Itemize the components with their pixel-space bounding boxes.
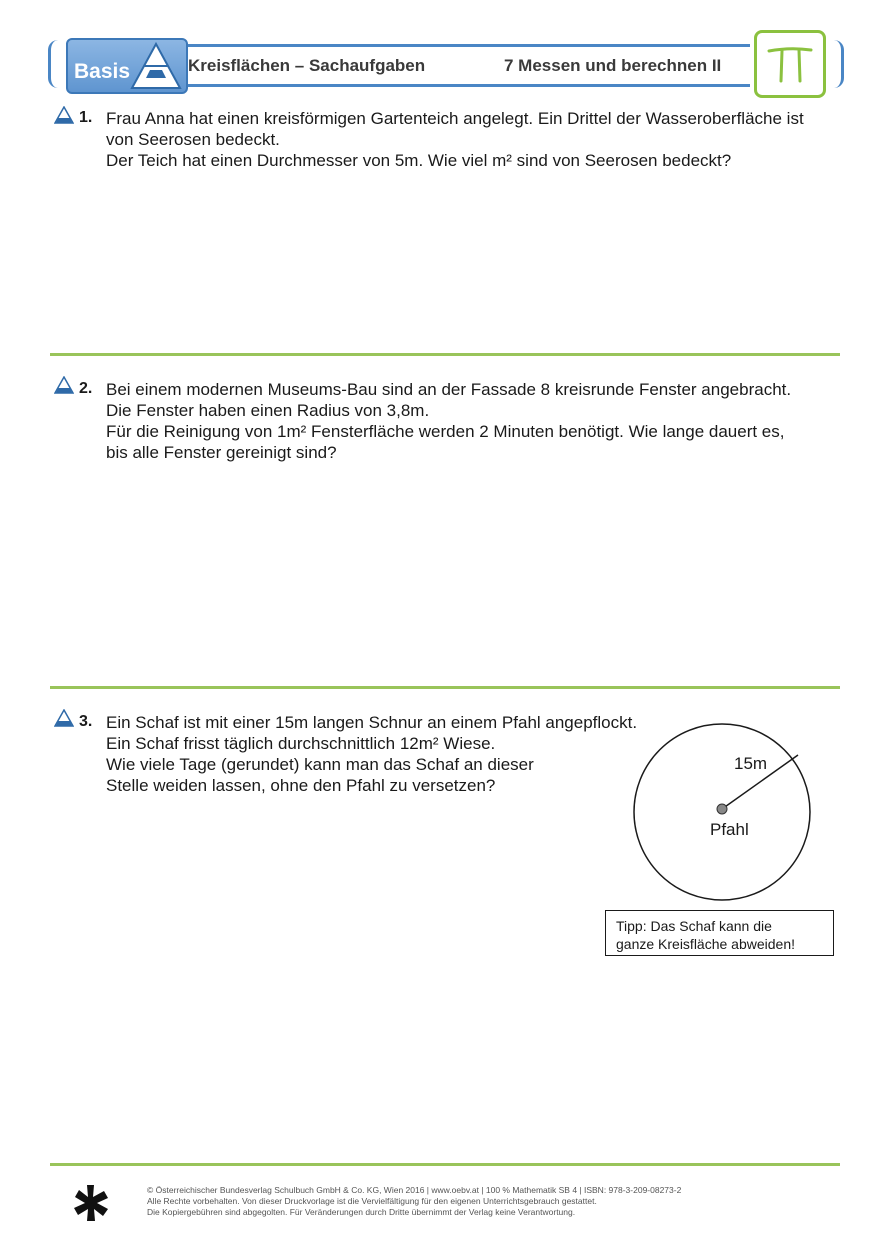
level-pyramid-icon [54, 376, 74, 394]
task-number: 2. [79, 380, 93, 397]
task-line: Ein Schaf ist mit einer 15m langen Schnur an einem Pfahl angepflockt. [106, 713, 638, 732]
tip-line: Tipp: Das Schaf kann die [616, 918, 772, 934]
header-line-top [186, 44, 750, 47]
header-line-bottom [186, 84, 750, 87]
footer-line: © Österreichischer Bundesverlag Schulbuch GmbH & Co. KG, Wien 2016 | www.oebv.at | 100 % Mathematik SB 4 | ISBN: 978-3-209-08273-2 [147, 1185, 682, 1195]
task-line: Die Fenster haben einen Radius von 3,8m. [106, 401, 430, 420]
footer-line: Alle Rechte vorbehalten. Von dieser Druckvorlage ist die Vervielfältigung für den eigenen Unterrichtsgebrauch gestattet. [147, 1196, 597, 1206]
separator-line [50, 686, 840, 689]
task-line: Ein Schaf frisst täglich durchschnittlich 12m² Wiese. [106, 734, 496, 753]
page-title: Kreisflächen – Sachaufgaben [188, 56, 426, 75]
task-line: von Seerosen bedeckt. [106, 130, 280, 149]
task-1-text [106, 108, 804, 171]
task-3-text [106, 712, 637, 796]
task-line: bis alle Fenster gereinigt sind? [106, 443, 337, 462]
task-line: Wie viele Tage (gerundet) kann man das Schaf an dieser [106, 755, 534, 774]
task-number: 3. [79, 713, 93, 730]
level-pyramid-icon [54, 709, 74, 727]
level-pyramid-icon [54, 106, 74, 124]
circle-figure [630, 722, 816, 908]
footer-text [147, 1185, 681, 1218]
basis-label: Basis [74, 60, 131, 83]
task-line: Frau Anna hat einen kreisförmigen Gartenteich angelegt. Ein Drittel der Wasseroberfläche ist [106, 109, 804, 128]
publisher-logo-icon [72, 1183, 112, 1223]
separator-line [50, 353, 840, 356]
task-line: Der Teich hat einen Durchmesser von 5m. Wie viel m² sind von Seerosen bedeckt? [106, 151, 732, 170]
footer-line: Die Kopiergebühren sind abgegolten. Für Veränderungen durch Dritte übernimmt der Verlag keine Verantwortung. [147, 1207, 576, 1217]
task-line: Bei einem modernen Museums-Bau sind an der Fassade 8 kreisrunde Fenster angebracht. [106, 380, 792, 399]
pi-logo [754, 30, 826, 98]
center-label: Pfahl [710, 820, 749, 839]
footer-separator [50, 1163, 840, 1166]
task-line: Für die Reinigung von 1m² Fensterfläche werden 2 Minuten benötigt. Wie lange dauert es, [106, 422, 785, 441]
task-line: Stelle weiden lassen, ohne den Pfahl zu versetzen? [106, 776, 496, 795]
post-dot [717, 804, 727, 814]
chapter-title: 7 Messen und berechnen II [504, 56, 722, 75]
task-2-text [106, 379, 791, 463]
pi-icon [757, 33, 823, 95]
radius-label: 15m [734, 754, 768, 773]
task-number: 1. [79, 109, 93, 126]
tip-box [605, 910, 834, 956]
tip-line: ganze Kreisfläche abweiden! [616, 936, 796, 952]
